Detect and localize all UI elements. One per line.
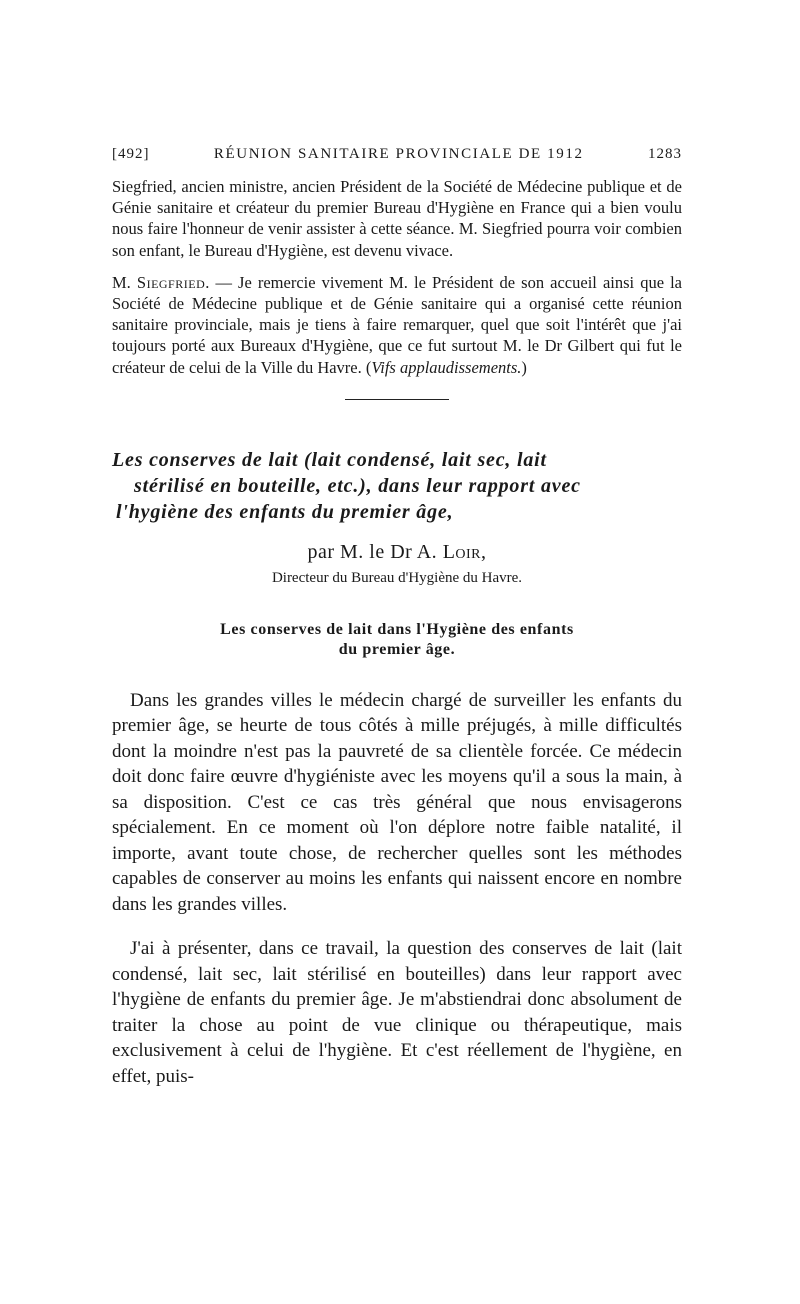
byline: [112, 541, 682, 564]
speaker-prefix: M.: [112, 272, 137, 292]
section-title: [112, 620, 682, 660]
page-number: 1283: [648, 146, 682, 162]
section-title-line: Les conserves de lait dans l'Hygiène des enfants: [220, 620, 574, 638]
page-reference: [492]: [112, 146, 150, 162]
book-page: [112, 146, 682, 1108]
section-title-line: du premier âge.: [338, 640, 456, 658]
reply-paragraph: [112, 272, 682, 378]
body-paragraph: Dans les grandes villes le médecin chargé de surveiller les enfants du premier âge, se heurte de tous côtés à mille préjugés, à mille difficultés dont la moindre n'est pas la pauvreté de sa clientèle forcée. Ce médecin doit donc faire œuvre d'hygiéniste avec les moyens qu'il a sous la main, à sa disposition. C'est ce cas très général que nous envisagerons spécialement. En ce moment où l'on déplore notre faible natalité, il importe, avant toute chose, de rechercher quelles sont les méthodes capables de conserver au moins les enfants qui naissent encore en nombre dans les grandes villes.: [112, 689, 682, 915]
author-name: Loir: [442, 540, 482, 563]
reply-text: . — Je remercie vivement M. le Président de son accueil ainsi que la Société de Médecine publique et de Génie sanitaire qui a organisé cette réunion sanitaire provinciale, mais je tiens à faire remarquer, quel que soit l'intérêt que j'ai toujours porté aux Bureaux d'Hygiène, que ce fut surtout M. le Dr Gilbert qui fut le créateur de celui de la Ville du Havre. (: [112, 272, 683, 377]
section-divider: [345, 399, 449, 400]
byline-prefix: par M. le Dr A.: [307, 540, 443, 563]
article-title-line: Les conserves de lait (lait condensé, lait sec, lait: [112, 448, 547, 471]
article-title: [112, 447, 682, 525]
applause-note: Vifs applaudissements.: [371, 357, 522, 377]
byline-suffix: ,: [481, 540, 487, 563]
article-title-line: stérilisé en bouteille, etc.), dans leur rapport avec: [134, 474, 581, 497]
running-head: [112, 146, 682, 163]
running-head-title: RÉUNION SANITAIRE PROVINCIALE DE 1912: [213, 146, 584, 162]
author-role: Directeur du Bureau d'Hygiène du Havre.: [271, 569, 523, 586]
intro-paragraph: Siegfried, ancien ministre, ancien Président de la Société de Médecine publique et de Génie sanitaire et créateur du premier Bureau d'Hygiène en France qui a bien voulu nous faire l'honneur de venir assister à cette séance. M. Siegfried pourra voir combien son enfant, le Bureau d'Hygiène, est devenu vivace.: [112, 177, 682, 260]
article-title-line: l'hygiène des enfants du premier âge,: [116, 500, 454, 523]
body-paragraph: J'ai à présenter, dans ce travail, la question des conserves de lait (lait condensé, lait sec, lait stérilisé en bouteilles) dans leur rapport avec l'hygiène de enfants du premier âge. Je m'abstiendrai donc absolument de traiter la chose au point de vue clinique ou thérapeutique, mais exclusivement à celui de l'hygiène. Et c'est réellement de l'hygiène, en effet, puis-: [112, 938, 682, 1087]
reply-close: ): [521, 357, 527, 377]
speaker-name: Siegfried: [136, 272, 206, 292]
